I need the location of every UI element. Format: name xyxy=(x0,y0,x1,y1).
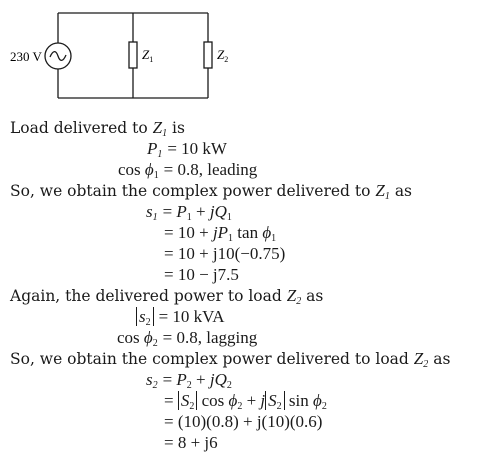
eq-s1-final: = 10 − j7.5 xyxy=(164,265,239,284)
line-s1-intro: So, we obtain the complex power delivered to $Z_1$ as xyxy=(10,181,413,202)
eq-s2-def: $s_2 = P_2 + jQ_2$ xyxy=(146,370,232,391)
circuit-diagram xyxy=(0,0,495,105)
eq-s2-mag: $s_2 = 10$ kVA xyxy=(136,307,225,333)
line-load2-intro: Again, the delivered power to load $Z_2$ as xyxy=(10,286,324,307)
eq-s1-def: $s_1 = P_1 + jQ_1$ xyxy=(146,202,232,223)
eq-s2-polar: = $S_2$ $\cos \phi_2 + j$ $S_2$ $\sin \phi_2$ xyxy=(164,391,327,412)
eq-s1-tan: = $10 + jP_1$ $\tan \phi_1$ xyxy=(164,223,277,244)
z1-impedance-icon xyxy=(129,42,137,68)
eq-cos2: $\cos \phi_2 = 0.8$, lagging xyxy=(117,328,258,349)
eq-s2-num: = (10)(0.8) + j(10)(0.6) xyxy=(164,412,323,431)
z2-impedance-icon xyxy=(204,42,212,68)
eq-s2-final: = 8 + j6 xyxy=(164,433,218,452)
z1-label: $Z_1$ xyxy=(142,47,154,64)
line-load1-intro: Load delivered to $Z_1$ is xyxy=(10,118,185,139)
line-s2-intro: So, we obtain the complex power delivered to load $Z_2$ as xyxy=(10,349,451,370)
sine-wave-icon xyxy=(50,52,66,61)
eq-cos1: $\cos \phi_1 = 0.8$, leading xyxy=(118,160,258,181)
eq-s1-num: = 10 + j10(−0.75) xyxy=(164,244,286,263)
eq-p1: $P_1 = 10$ kW xyxy=(147,139,227,160)
z2-label: $Z_2$ xyxy=(217,47,229,64)
source-voltage-label: 230 V xyxy=(10,49,42,64)
